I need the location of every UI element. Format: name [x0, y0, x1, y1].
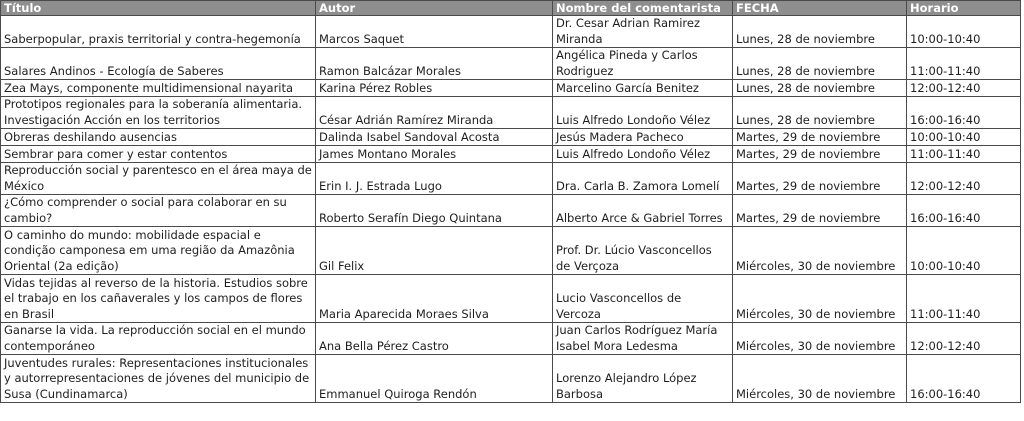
cell-time: 16:00-16:40 [907, 97, 1021, 129]
table-row [1, 355, 1021, 403]
cell-author: Ana Bella Pérez Castro [316, 323, 553, 355]
cell-date: Lunes, 28 de noviembre [733, 48, 907, 80]
cell-title: Juventudes rurales: Representaciones institucionales y autorrepresentaciones de jóvenes del municipio de Susa (Cundinamarca) [1, 355, 316, 403]
cell-author: Gil Felix [316, 227, 553, 275]
table-body [1, 16, 1021, 403]
table-row [1, 275, 1021, 323]
cell-title: Salares Andinos - Ecología de Saberes [1, 48, 316, 80]
header-date: FECHA [733, 1, 907, 16]
cell-author: Ramon Balcázar Morales [316, 48, 553, 80]
table-row [1, 227, 1021, 275]
cell-commenter: Lucio Vasconcellos de Vercoza [553, 275, 733, 323]
cell-time: 16:00-16:40 [907, 355, 1021, 403]
cell-title: Vidas tejidas al reverso de la historia. Estudios sobre el trabajo en los cañaverales y los campos de flores en Brasil [1, 275, 316, 323]
cell-commenter: Angélica Pineda y Carlos Rodriguez [553, 48, 733, 80]
cell-date: Miércoles, 30 de noviembre [733, 355, 907, 403]
table-row [1, 80, 1021, 97]
cell-commenter: Dra. Carla B. Zamora Lomelí [553, 163, 733, 195]
cell-author: Marcos Saquet [316, 16, 553, 48]
cell-commenter: Lorenzo Alejandro López Barbosa [553, 355, 733, 403]
cell-commenter: Jesús Madera Pacheco [553, 129, 733, 146]
cell-title: ¿Cómo comprender o social para colaborar en su cambio? [1, 195, 316, 227]
cell-date: Martes, 29 de noviembre [733, 129, 907, 146]
cell-time: 16:00-16:40 [907, 195, 1021, 227]
cell-time: 11:00-11:40 [907, 146, 1021, 163]
cell-title: Saberpopular, praxis territorial y contra-hegemonía [1, 16, 316, 48]
cell-title: Ganarse la vida. La reproducción social en el mundo contemporáneo [1, 323, 316, 355]
cell-time: 12:00-12:40 [907, 163, 1021, 195]
cell-title: O caminho do mundo: mobilidade espacial e condição camponesa em uma região da Amazônia Oriental (2a edição) [1, 227, 316, 275]
table-row [1, 129, 1021, 146]
header-row [1, 1, 1021, 16]
table-row [1, 323, 1021, 355]
header-title: Título [1, 1, 316, 16]
cell-author: James Montano Morales [316, 146, 553, 163]
cell-title: Sembrar para comer y estar contentos [1, 146, 316, 163]
cell-author: Dalinda Isabel Sandoval Acosta [316, 129, 553, 146]
header-commenter: Nombre del comentarista [553, 1, 733, 16]
cell-time: 11:00-11:40 [907, 48, 1021, 80]
table-row [1, 16, 1021, 48]
table-row [1, 48, 1021, 80]
cell-time: 10:00-10:40 [907, 16, 1021, 48]
cell-title: Prototipos regionales para la soberanía alimentaria. Investigación Acción en los territorios [1, 97, 316, 129]
table-row [1, 146, 1021, 163]
cell-date: Lunes, 28 de noviembre [733, 80, 907, 97]
cell-time: 10:00-10:40 [907, 129, 1021, 146]
cell-author: César Adrián Ramírez Miranda [316, 97, 553, 129]
cell-time: 10:00-10:40 [907, 227, 1021, 275]
cell-time: 11:00-11:40 [907, 275, 1021, 323]
cell-date: Miércoles, 30 de noviembre [733, 275, 907, 323]
table-row [1, 195, 1021, 227]
cell-title: Obreras deshilando ausencias [1, 129, 316, 146]
cell-author: Erin I. J. Estrada Lugo [316, 163, 553, 195]
cell-time: 12:00-12:40 [907, 323, 1021, 355]
cell-commenter: Luis Alfredo Londoño Vélez [553, 97, 733, 129]
cell-date: Miércoles, 30 de noviembre [733, 227, 907, 275]
cell-date: Martes, 29 de noviembre [733, 146, 907, 163]
cell-commenter: Alberto Arce & Gabriel Torres [553, 195, 733, 227]
cell-commenter: Luis Alfredo Londoño Vélez [553, 146, 733, 163]
cell-date: Lunes, 28 de noviembre [733, 97, 907, 129]
cell-author: Karina Pérez Robles [316, 80, 553, 97]
cell-date: Miércoles, 30 de noviembre [733, 323, 907, 355]
cell-commenter: Marcelino García Benitez [553, 80, 733, 97]
cell-title: Reproducción social y parentesco en el área maya de México [1, 163, 316, 195]
cell-author: Roberto Serafín Diego Quintana [316, 195, 553, 227]
cell-date: Martes, 29 de noviembre [733, 163, 907, 195]
table-row [1, 163, 1021, 195]
cell-author: Emmanuel Quiroga Rendón [316, 355, 553, 403]
cell-author: Maria Aparecida Moraes Silva [316, 275, 553, 323]
cell-time: 12:00-12:40 [907, 80, 1021, 97]
header-time: Horario [907, 1, 1021, 16]
cell-commenter: Juan Carlos Rodríguez María Isabel Mora Ledesma [553, 323, 733, 355]
cell-commenter: Prof. Dr. Lúcio Vasconcellos de Verçoza [553, 227, 733, 275]
header-author: Autor [316, 1, 553, 16]
cell-commenter: Dr. Cesar Adrian Ramirez Miranda [553, 16, 733, 48]
table-row [1, 97, 1021, 129]
cell-title: Zea Mays, componente multidimensional nayarita [1, 80, 316, 97]
cell-date: Lunes, 28 de noviembre [733, 16, 907, 48]
cell-date: Martes, 29 de noviembre [733, 195, 907, 227]
